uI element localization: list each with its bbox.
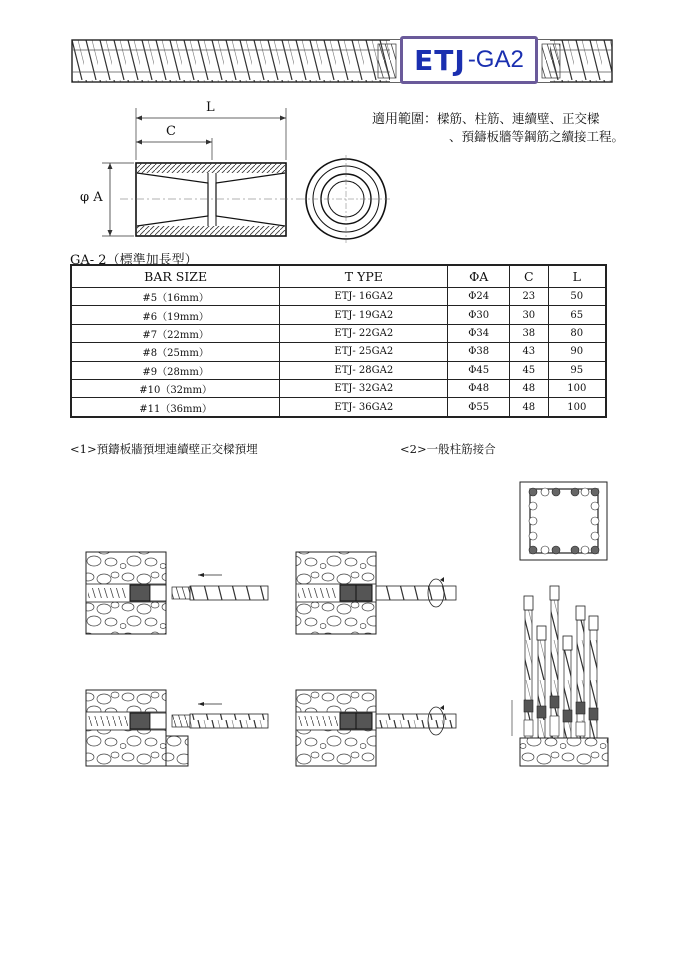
wall-install-diagram-4: [296, 690, 456, 766]
cell-diameter: Φ55: [448, 398, 510, 417]
wall-install-diagram-1: [86, 552, 268, 634]
cell-bar-size: #6（19mm）: [71, 306, 280, 324]
cell-l: 100: [548, 379, 606, 397]
cell-c: 23: [510, 288, 549, 306]
cell-l: 80: [548, 324, 606, 342]
column-elevation: [512, 586, 608, 766]
table-row: [71, 343, 606, 361]
cell-type: ETJ- 36GA2: [280, 398, 448, 417]
cell-diameter: Φ48: [448, 379, 510, 397]
cell-type: ETJ- 16GA2: [280, 288, 448, 306]
cell-c: 45: [510, 361, 549, 379]
cell-l: 100: [548, 398, 606, 417]
col-header-diameter: ΦA: [448, 265, 510, 288]
col-header-c: C: [510, 265, 549, 288]
cell-type: ETJ- 28GA2: [280, 361, 448, 379]
table-title: GA- 2（標準加長型）: [70, 253, 198, 268]
cell-c: 30: [510, 306, 549, 324]
coupler-section-drawing: [102, 108, 300, 236]
scope-line-1: [372, 108, 600, 127]
cell-l: 50: [548, 288, 606, 306]
cell-diameter: Φ24: [448, 288, 510, 306]
table-row: [71, 398, 606, 417]
cell-type: ETJ- 25GA2: [280, 343, 448, 361]
scope-text-1: 樑筋、柱筋、連續壁、正交樑: [437, 111, 600, 126]
col-header-l: L: [548, 265, 606, 288]
cell-c: 38: [510, 324, 549, 342]
dim-label-l: L: [206, 100, 215, 115]
caption-column-joint: <2>一般柱筋接合: [400, 442, 496, 456]
table-row: [71, 288, 606, 306]
table-header-row: [71, 265, 606, 288]
coupler-end-view: [300, 155, 392, 243]
cell-type: ETJ- 22GA2: [280, 324, 448, 342]
cell-diameter: Φ38: [448, 343, 510, 361]
wall-install-diagram-3: [86, 690, 268, 766]
cell-bar-size: #8（25mm）: [71, 343, 280, 361]
cell-c: 43: [510, 343, 549, 361]
cell-l: 90: [548, 343, 606, 361]
cell-type: ETJ- 19GA2: [280, 306, 448, 324]
cell-type: ETJ- 32GA2: [280, 379, 448, 397]
cell-diameter: Φ30: [448, 306, 510, 324]
cell-l: 65: [548, 306, 606, 324]
col-header-bar-size: BAR SIZE: [71, 265, 280, 288]
col-header-type: T YPE: [280, 265, 448, 288]
spec-table: [70, 264, 607, 418]
column-plan-view: [520, 482, 607, 560]
cell-bar-size: #5（16mm）: [71, 288, 280, 306]
scope-label: 適用範圍：: [372, 112, 438, 127]
cell-c: 48: [510, 379, 549, 397]
caption-precast-wall: <1>預鑄板牆預埋連續壁正交樑預埋: [70, 442, 258, 456]
table-row: [71, 379, 606, 397]
scope-line-2: 、預鑄板牆等鋼筋之續接工程。: [449, 129, 625, 144]
cell-bar-size: #7（22mm）: [71, 324, 280, 342]
cell-diameter: Φ45: [448, 361, 510, 379]
cell-bar-size: #9（28mm）: [71, 361, 280, 379]
cell-bar-size: #11（36mm）: [71, 398, 280, 417]
dim-label-a: φ A: [80, 190, 103, 205]
wall-install-diagram-2: [296, 552, 456, 634]
table-row: [71, 361, 606, 379]
logo-brand: ETJ: [414, 43, 466, 77]
table-row: [71, 324, 606, 342]
cell-bar-size: #10（32mm）: [71, 379, 280, 397]
cell-l: 95: [548, 361, 606, 379]
logo-model: -GA2: [467, 46, 524, 73]
dim-label-c: C: [166, 124, 176, 139]
brand-logo: [400, 36, 538, 84]
cell-c: 48: [510, 398, 549, 417]
cell-diameter: Φ34: [448, 324, 510, 342]
table-row: [71, 306, 606, 324]
